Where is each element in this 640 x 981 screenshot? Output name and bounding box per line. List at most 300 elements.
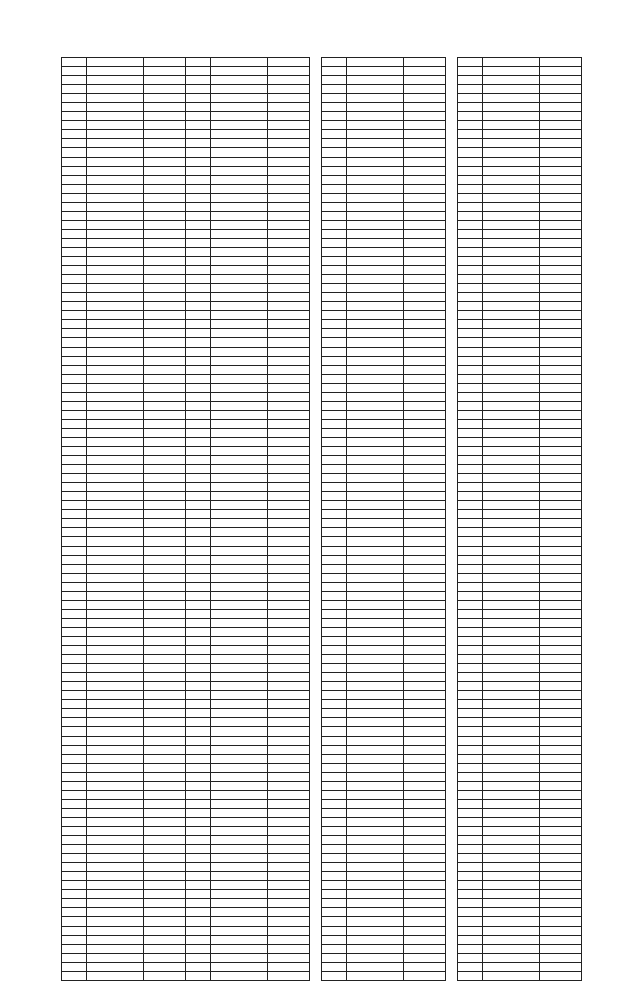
table-row <box>186 247 310 256</box>
amount-cell <box>268 157 310 166</box>
table-row <box>322 718 446 727</box>
table-row <box>322 745 446 754</box>
row-index-cell <box>186 365 211 374</box>
row-index-cell <box>186 727 211 736</box>
row-index-cell <box>322 257 347 266</box>
table-row <box>62 754 186 763</box>
table-row <box>458 944 582 953</box>
identifier-cell <box>87 94 144 103</box>
identifier-cell <box>483 293 540 302</box>
identifier-cell <box>483 67 540 76</box>
row-index-cell <box>186 501 211 510</box>
table-row <box>62 971 186 980</box>
amount-cell <box>540 709 582 718</box>
identifier-cell <box>211 383 268 392</box>
amount-cell <box>144 211 186 220</box>
table-row <box>322 555 446 564</box>
table-row <box>62 320 186 329</box>
identifier-cell <box>211 754 268 763</box>
amount-cell <box>404 257 446 266</box>
amount-cell <box>144 953 186 962</box>
row-index-cell <box>62 944 87 953</box>
row-index-cell <box>186 582 211 591</box>
row-index-cell <box>458 67 483 76</box>
table-row <box>186 311 310 320</box>
identifier-cell <box>87 247 144 256</box>
table-row <box>458 220 582 229</box>
amount-cell <box>268 908 310 917</box>
row-index-cell <box>62 76 87 85</box>
row-index-cell <box>322 836 347 845</box>
table-row <box>62 591 186 600</box>
table-row <box>322 275 446 284</box>
table-row <box>322 682 446 691</box>
identifier-cell <box>483 845 540 854</box>
amount-cell <box>404 175 446 184</box>
table-row <box>322 139 446 148</box>
row-index-cell <box>186 627 211 636</box>
row-index-cell <box>458 284 483 293</box>
table-row <box>62 618 186 627</box>
identifier-cell <box>211 971 268 980</box>
table-row <box>186 591 310 600</box>
identifier-cell <box>483 130 540 139</box>
table-row <box>322 202 446 211</box>
amount-cell <box>540 139 582 148</box>
identifier-cell <box>87 356 144 365</box>
row-index-cell <box>62 94 87 103</box>
amount-cell <box>144 573 186 582</box>
row-index-cell <box>322 908 347 917</box>
row-index-cell <box>186 745 211 754</box>
row-index-cell <box>62 392 87 401</box>
row-index-cell <box>458 437 483 446</box>
table-row <box>186 537 310 546</box>
identifier-cell <box>87 673 144 682</box>
row-index-cell <box>62 718 87 727</box>
amount-cell <box>404 211 446 220</box>
amount-cell <box>540 238 582 247</box>
table-row <box>186 736 310 745</box>
amount-cell <box>268 465 310 474</box>
row-index-cell <box>458 130 483 139</box>
row-index-cell <box>322 745 347 754</box>
table-row <box>62 238 186 247</box>
amount-cell <box>144 266 186 275</box>
row-index-cell <box>322 121 347 130</box>
identifier-cell <box>87 890 144 899</box>
amount-cell <box>144 220 186 229</box>
row-index-cell <box>62 600 87 609</box>
table-row <box>186 863 310 872</box>
amount-cell <box>540 528 582 537</box>
table-row <box>458 320 582 329</box>
row-index-cell <box>458 573 483 582</box>
amount-cell <box>268 193 310 202</box>
identifier-cell <box>347 121 404 130</box>
identifier-cell <box>483 184 540 193</box>
amount-cell <box>404 465 446 474</box>
row-index-cell <box>186 537 211 546</box>
table-row <box>322 953 446 962</box>
identifier-cell <box>483 745 540 754</box>
row-index-cell <box>62 166 87 175</box>
amount-cell <box>404 365 446 374</box>
amount-cell <box>540 347 582 356</box>
table-row <box>62 646 186 655</box>
amount-cell <box>268 573 310 582</box>
amount-cell <box>144 745 186 754</box>
table-row <box>62 338 186 347</box>
row-index-cell <box>322 935 347 944</box>
identifier-cell <box>483 410 540 419</box>
table-row <box>322 600 446 609</box>
table-row <box>322 908 446 917</box>
amount-cell <box>144 899 186 908</box>
amount-cell <box>540 447 582 456</box>
table-row <box>458 157 582 166</box>
row-index-cell <box>322 781 347 790</box>
amount-cell <box>144 474 186 483</box>
row-index-cell <box>62 121 87 130</box>
table-row <box>458 483 582 492</box>
identifier-cell <box>347 609 404 618</box>
amount-cell <box>144 175 186 184</box>
table-row <box>458 257 582 266</box>
table-row <box>62 817 186 826</box>
identifier-cell <box>347 808 404 817</box>
table-row <box>322 564 446 573</box>
row-index-cell <box>62 673 87 682</box>
amount-cell <box>404 881 446 890</box>
table-row <box>458 727 582 736</box>
row-index-cell <box>458 627 483 636</box>
amount-cell <box>404 691 446 700</box>
table-row <box>322 781 446 790</box>
amount-cell <box>404 437 446 446</box>
amount-cell <box>404 166 446 175</box>
row-index-cell <box>458 528 483 537</box>
amount-cell <box>144 193 186 202</box>
identifier-cell <box>87 383 144 392</box>
table-row <box>458 917 582 926</box>
row-index-cell <box>62 175 87 184</box>
table-row <box>322 229 446 238</box>
row-index-cell <box>458 736 483 745</box>
identifier-cell <box>211 637 268 646</box>
amount-cell <box>404 94 446 103</box>
row-index-cell <box>458 781 483 790</box>
row-index-cell <box>186 682 211 691</box>
row-index-cell <box>458 347 483 356</box>
amount-cell <box>404 483 446 492</box>
amount-cell <box>144 908 186 917</box>
table-row <box>186 582 310 591</box>
row-index-cell <box>186 139 211 148</box>
amount-cell <box>144 519 186 528</box>
row-index-cell <box>322 727 347 736</box>
row-index-cell <box>186 410 211 419</box>
amount-cell <box>268 700 310 709</box>
identifier-cell <box>211 329 268 338</box>
amount-cell <box>404 519 446 528</box>
table-row <box>62 655 186 664</box>
table-row <box>186 682 310 691</box>
amount-cell <box>540 121 582 130</box>
identifier-cell <box>347 537 404 546</box>
row-index-cell <box>186 908 211 917</box>
identifier-cell <box>87 962 144 971</box>
identifier-cell <box>483 284 540 293</box>
row-index-cell <box>62 546 87 555</box>
row-index-cell <box>322 284 347 293</box>
identifier-cell <box>483 519 540 528</box>
row-index-cell <box>322 474 347 483</box>
row-index-cell <box>322 428 347 437</box>
table-row <box>322 130 446 139</box>
amount-cell <box>268 202 310 211</box>
amount-cell <box>144 546 186 555</box>
amount-cell <box>540 655 582 664</box>
identifier-cell <box>87 311 144 320</box>
identifier-cell <box>347 148 404 157</box>
row-index-cell <box>62 682 87 691</box>
row-index-cell <box>186 510 211 519</box>
identifier-cell <box>211 302 268 311</box>
identifier-cell <box>347 356 404 365</box>
table-row <box>458 826 582 835</box>
row-index-cell <box>186 229 211 238</box>
table-row <box>458 872 582 881</box>
amount-cell <box>268 483 310 492</box>
table-row <box>458 311 582 320</box>
amount-cell <box>404 845 446 854</box>
amount-cell <box>404 609 446 618</box>
row-index-cell <box>458 935 483 944</box>
table-row <box>186 474 310 483</box>
amount-cell <box>144 673 186 682</box>
identifier-cell <box>87 863 144 872</box>
amount-cell <box>144 67 186 76</box>
table-row <box>458 338 582 347</box>
row-index-cell <box>458 275 483 284</box>
table-row <box>458 772 582 781</box>
row-index-cell <box>186 492 211 501</box>
table-row <box>62 908 186 917</box>
identifier-cell <box>347 510 404 519</box>
row-index-cell <box>186 944 211 953</box>
identifier-cell <box>87 130 144 139</box>
amount-cell <box>268 347 310 356</box>
amount-cell <box>268 103 310 112</box>
amount-cell <box>144 854 186 863</box>
identifier-cell <box>87 772 144 781</box>
table-row <box>322 944 446 953</box>
amount-cell <box>540 790 582 799</box>
row-index-cell <box>458 718 483 727</box>
row-index-cell <box>458 826 483 835</box>
row-index-cell <box>322 392 347 401</box>
amount-cell <box>268 781 310 790</box>
amount-cell <box>540 401 582 410</box>
amount-cell <box>144 528 186 537</box>
identifier-cell <box>483 790 540 799</box>
amount-cell <box>540 338 582 347</box>
identifier-cell <box>483 709 540 718</box>
amount-cell <box>540 899 582 908</box>
amount-cell <box>540 365 582 374</box>
row-index-cell <box>458 510 483 519</box>
amount-cell <box>404 139 446 148</box>
amount-cell <box>144 881 186 890</box>
row-index-cell <box>322 383 347 392</box>
row-index-cell <box>62 329 87 338</box>
identifier-cell <box>483 193 540 202</box>
identifier-cell <box>483 781 540 790</box>
table-row <box>322 103 446 112</box>
table-row <box>62 573 186 582</box>
row-index-cell <box>458 148 483 157</box>
row-index-cell <box>186 474 211 483</box>
identifier-cell <box>483 664 540 673</box>
table-row <box>186 401 310 410</box>
amount-cell <box>268 211 310 220</box>
data-table-column-2 <box>185 57 310 981</box>
row-index-cell <box>458 881 483 890</box>
row-index-cell <box>458 953 483 962</box>
table-row <box>458 175 582 184</box>
identifier-cell <box>211 763 268 772</box>
table-row <box>322 528 446 537</box>
amount-cell <box>144 890 186 899</box>
identifier-cell <box>211 456 268 465</box>
identifier-cell <box>87 238 144 247</box>
row-index-cell <box>458 112 483 121</box>
amount-cell <box>540 691 582 700</box>
amount-cell <box>144 202 186 211</box>
identifier-cell <box>347 211 404 220</box>
amount-cell <box>540 618 582 627</box>
identifier-cell <box>211 275 268 284</box>
table-row <box>62 94 186 103</box>
row-index-cell <box>322 456 347 465</box>
amount-cell <box>268 772 310 781</box>
amount-cell <box>404 130 446 139</box>
row-index-cell <box>322 139 347 148</box>
amount-cell <box>540 85 582 94</box>
identifier-cell <box>483 700 540 709</box>
identifier-cell <box>483 112 540 121</box>
table-row <box>458 211 582 220</box>
table-row <box>322 211 446 220</box>
identifier-cell <box>211 736 268 745</box>
row-index-cell <box>62 428 87 437</box>
identifier-cell <box>87 609 144 618</box>
identifier-cell <box>211 428 268 437</box>
row-index-cell <box>458 836 483 845</box>
identifier-cell <box>347 365 404 374</box>
identifier-cell <box>211 247 268 256</box>
row-index-cell <box>458 700 483 709</box>
identifier-cell <box>347 564 404 573</box>
data-table-column-3 <box>321 57 446 981</box>
amount-cell <box>404 447 446 456</box>
table-row <box>186 501 310 510</box>
row-index-cell <box>186 238 211 247</box>
identifier-cell <box>87 211 144 220</box>
table-row <box>62 953 186 962</box>
data-table-column-1 <box>61 57 186 981</box>
table-row <box>322 935 446 944</box>
amount-cell <box>540 772 582 781</box>
amount-cell <box>144 817 186 826</box>
amount-cell <box>144 76 186 85</box>
amount-cell <box>404 112 446 121</box>
table-row <box>186 799 310 808</box>
table-row <box>62 899 186 908</box>
row-index-cell <box>322 492 347 501</box>
row-index-cell <box>322 790 347 799</box>
row-index-cell <box>62 845 87 854</box>
table-row <box>186 139 310 148</box>
table-row <box>62 664 186 673</box>
table-row <box>186 428 310 437</box>
table-row <box>458 501 582 510</box>
table-row <box>458 655 582 664</box>
table-row <box>186 609 310 618</box>
row-index-cell <box>62 483 87 492</box>
identifier-cell <box>211 908 268 917</box>
identifier-cell <box>347 718 404 727</box>
identifier-cell <box>211 836 268 845</box>
row-index-cell <box>186 184 211 193</box>
row-index-cell <box>458 311 483 320</box>
row-index-cell <box>322 826 347 835</box>
identifier-cell <box>483 555 540 564</box>
identifier-cell <box>347 320 404 329</box>
identifier-cell <box>87 275 144 284</box>
row-index-cell <box>322 320 347 329</box>
identifier-cell <box>483 492 540 501</box>
row-index-cell <box>62 655 87 664</box>
row-index-cell <box>62 826 87 835</box>
table-row <box>458 528 582 537</box>
table-row <box>186 157 310 166</box>
row-index-cell <box>322 609 347 618</box>
row-index-cell <box>458 410 483 419</box>
table-row <box>186 618 310 627</box>
table-row <box>458 609 582 618</box>
table-row <box>62 700 186 709</box>
identifier-cell <box>483 465 540 474</box>
amount-cell <box>144 284 186 293</box>
row-index-cell <box>186 94 211 103</box>
identifier-cell <box>347 130 404 139</box>
row-index-cell <box>62 872 87 881</box>
identifier-cell <box>211 356 268 365</box>
identifier-cell <box>87 917 144 926</box>
identifier-cell <box>87 347 144 356</box>
row-index-cell <box>186 772 211 781</box>
row-index-cell <box>186 356 211 365</box>
table-row <box>186 275 310 284</box>
row-index-cell <box>186 808 211 817</box>
amount-cell <box>404 808 446 817</box>
identifier-cell <box>347 817 404 826</box>
amount-cell <box>268 302 310 311</box>
amount-cell <box>540 609 582 618</box>
row-index-cell <box>186 609 211 618</box>
